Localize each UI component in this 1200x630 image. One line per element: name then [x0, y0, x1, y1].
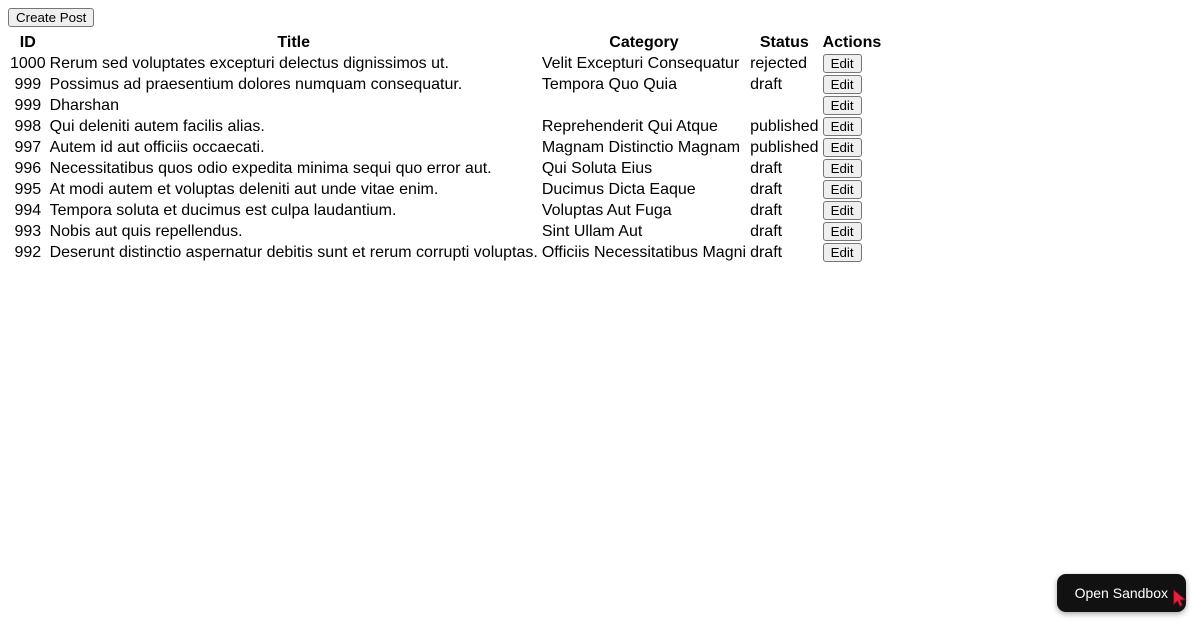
cell-category: Tempora Quo Quia	[541, 75, 678, 93]
cell-id: 992	[14, 243, 42, 261]
cell-title: Possimus ad praesentium dolores numquam consequatur.	[49, 75, 463, 93]
cell-category: Qui Soluta Eius	[541, 159, 653, 177]
cell-title: Tempora soluta et ducimus est culpa laudantium.	[49, 201, 397, 219]
table-header-row	[8, 33, 883, 53]
table-row	[8, 242, 883, 263]
cell-id: 999	[14, 75, 42, 93]
table-row	[8, 221, 883, 242]
table-row	[8, 95, 883, 116]
cell-title: Necessitatibus quos odio expedita minima sequi quo error aut.	[49, 159, 492, 177]
cell-actions	[821, 53, 884, 74]
table-row	[8, 116, 883, 137]
cell-category: Officiis Necessitatibus Magni	[541, 243, 747, 261]
posts-table	[8, 33, 883, 263]
column-header-actions: Actions	[822, 34, 882, 51]
cell-title: Autem id aut officiis occaecati.	[49, 138, 265, 156]
table-row	[8, 158, 883, 179]
cell-category	[540, 95, 748, 116]
posts-table-head	[8, 33, 883, 53]
edit-button[interactable]: Edit	[823, 180, 862, 199]
edit-button[interactable]: Edit	[823, 54, 862, 73]
table-row	[8, 74, 883, 95]
cell-id: 995	[14, 180, 42, 198]
cell-status: published	[750, 117, 819, 135]
cell-category: Voluptas Aut Fuga	[541, 201, 672, 219]
cell-actions	[821, 116, 884, 137]
column-header-category: Category	[609, 34, 679, 51]
cell-category: Sint Ullam Aut	[541, 222, 643, 240]
cell-actions	[821, 95, 884, 116]
cell-category: Velit Excepturi Consequatur	[541, 54, 740, 72]
cell-id: 997	[14, 138, 42, 156]
cell-id: 993	[14, 222, 42, 240]
edit-button[interactable]: Edit	[823, 201, 862, 220]
edit-button[interactable]: Edit	[823, 96, 862, 115]
cell-actions	[821, 158, 884, 179]
cell-title: Nobis aut quis repellendus.	[49, 222, 243, 240]
cell-actions	[821, 200, 884, 221]
cell-title: Rerum sed voluptates excepturi delectus dignissimos ut.	[49, 54, 449, 72]
edit-button[interactable]: Edit	[823, 222, 862, 241]
cell-category: Magnam Distinctio Magnam	[541, 138, 741, 156]
edit-button[interactable]: Edit	[823, 75, 862, 94]
cell-title: Dharshan	[49, 96, 119, 114]
cell-actions	[821, 221, 884, 242]
column-header-title: Title	[277, 34, 311, 51]
cell-id: 998	[14, 117, 42, 135]
cell-actions	[821, 74, 884, 95]
edit-button[interactable]: Edit	[823, 159, 862, 178]
table-row	[8, 137, 883, 158]
cell-status: draft	[750, 243, 783, 261]
table-row	[8, 179, 883, 200]
cell-status: draft	[750, 180, 783, 198]
cell-title: Qui deleniti autem facilis alias.	[49, 117, 265, 135]
edit-button[interactable]: Edit	[823, 117, 862, 136]
cell-status	[748, 95, 821, 116]
cell-actions	[821, 242, 884, 263]
cell-id: 996	[14, 159, 42, 177]
table-row	[8, 200, 883, 221]
edit-button[interactable]: Edit	[823, 243, 862, 262]
page-container	[8, 8, 1192, 263]
cell-status: draft	[750, 201, 783, 219]
cell-id: 1000	[10, 54, 46, 72]
cell-status: draft	[750, 222, 783, 240]
edit-button[interactable]: Edit	[823, 138, 862, 157]
cell-id: 994	[14, 201, 42, 219]
cell-actions	[821, 137, 884, 158]
cell-status: rejected	[750, 54, 807, 72]
create-post-button[interactable]: Create Post	[8, 8, 94, 27]
cell-category: Ducimus Dicta Eaque	[541, 180, 696, 198]
open-sandbox-button[interactable]: Open Sandbox	[1057, 574, 1186, 612]
cell-id: 999	[14, 96, 42, 114]
column-header-id: ID	[19, 34, 36, 51]
cell-title: Deserunt distinctio aspernatur debitis sunt et rerum corrupti voluptas.	[49, 243, 538, 261]
column-header-status: Status	[759, 34, 809, 51]
cell-status: draft	[750, 159, 783, 177]
cell-actions	[821, 179, 884, 200]
cell-title: At modi autem et voluptas deleniti aut unde vitae enim.	[49, 180, 439, 198]
posts-table-body	[8, 53, 883, 263]
table-row	[8, 53, 883, 74]
cell-status: published	[750, 138, 819, 156]
cell-status: draft	[750, 75, 783, 93]
cell-category: Reprehenderit Qui Atque	[541, 117, 718, 135]
